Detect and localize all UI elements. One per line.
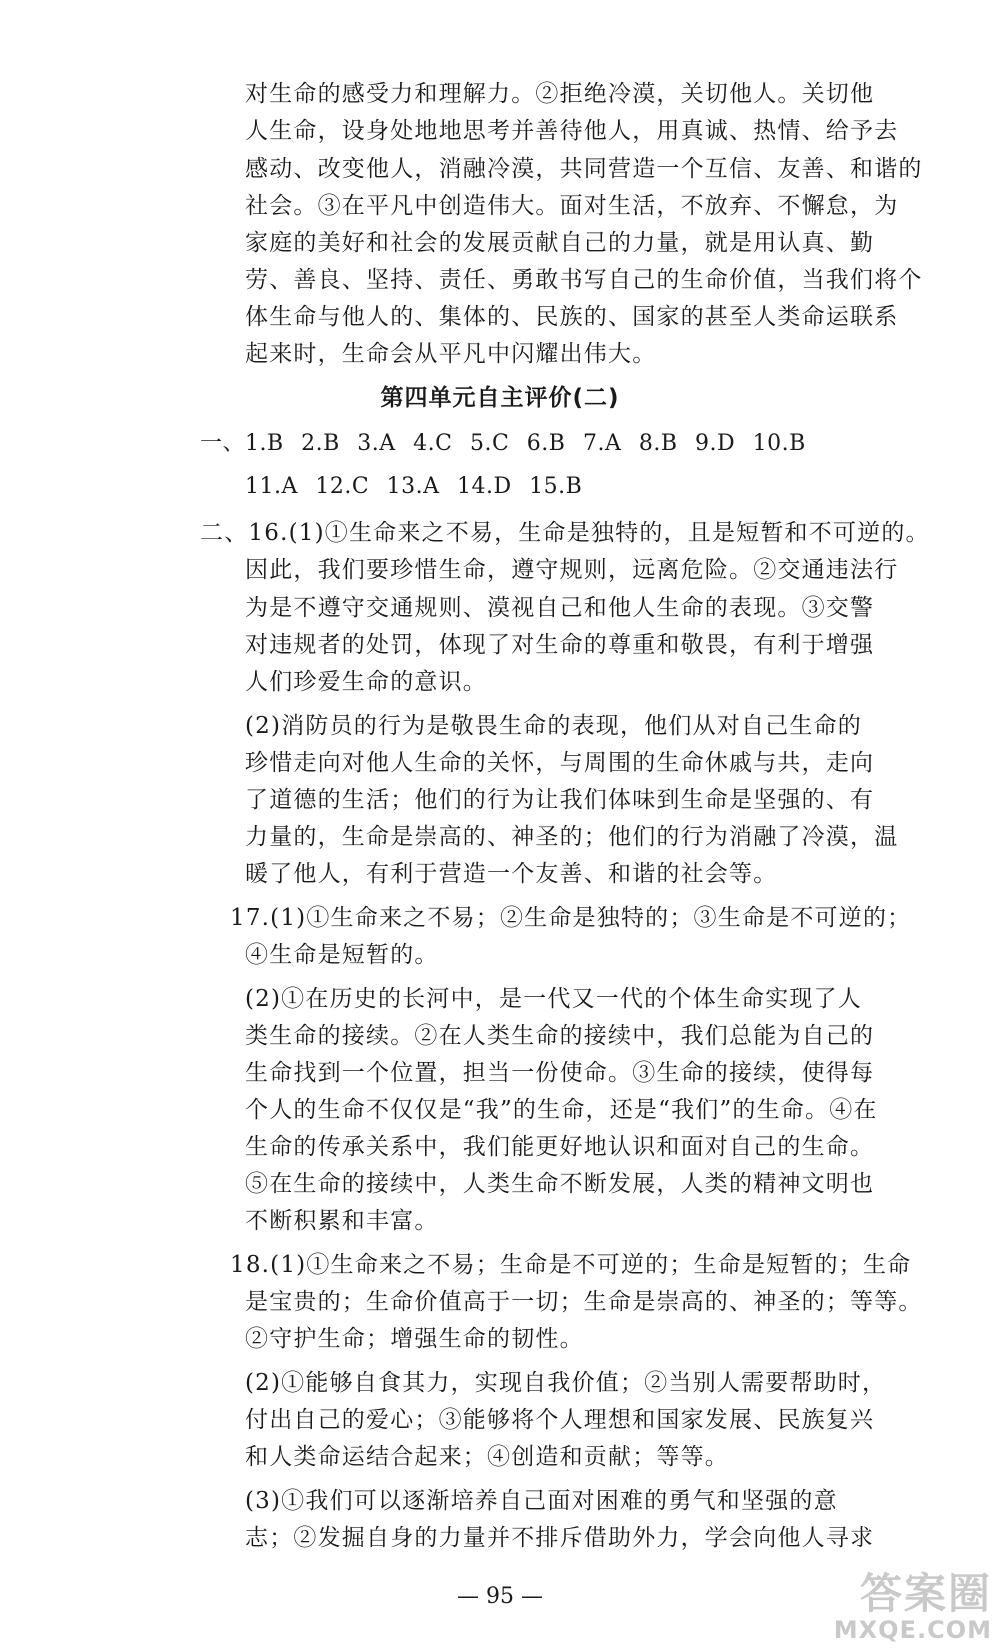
watermark-logo: 答案圈 bbox=[859, 1569, 992, 1618]
q17-line: ⑤在生命的接续中，人类生命不断发展，人类的精神文明也 bbox=[245, 1171, 875, 1197]
q16-line: 二、16.(1)①生命来之不易，生命是独特的，且是短暂和不可逆的。 bbox=[200, 520, 930, 546]
q18-line: 和人类命运结合起来；④创造和贡献；等等。 bbox=[245, 1444, 729, 1470]
page-number: — 95 — bbox=[457, 1584, 543, 1609]
paragraph-line: 体生命与他人的、集体的、民族的、国家的甚至人类命运联系 bbox=[245, 304, 899, 330]
watermark bbox=[834, 1571, 992, 1643]
q16-line: 因此，我们要珍惜生命，遵守规则，远离危险。②交通违法行 bbox=[245, 557, 899, 583]
mc-answers-line: 一、1.B 2.B 3.A 4.C 5.C 6.B 7.A 8.B 9.D 10.B bbox=[200, 431, 806, 456]
q18-line: ②守护生命；增强生命的韧性。 bbox=[245, 1326, 584, 1352]
q18-line: 是宝贵的；生命价值高于一切；生命是崇高的、神圣的；等等。 bbox=[245, 1289, 923, 1315]
paragraph-line: 家庭的美好和社会的发展贡献自己的力量，就是用认真、勤 bbox=[245, 230, 875, 256]
section-title: 第四单元自主评价(二) bbox=[380, 385, 620, 411]
q18-line: (2)①能够自食其力，实现自我价值；②当别人需要帮助时， bbox=[245, 1370, 887, 1396]
q17-line: 类生命的接续。②在人类生命的接续中，我们总能为自己的 bbox=[245, 1023, 875, 1049]
watermark-url: MXQE.COM bbox=[833, 1616, 992, 1644]
paragraph-line: 社会。③在平凡中创造伟大。面对生活，不放弃、不懈怠，为 bbox=[245, 193, 899, 219]
q18-line: 18.(1)①生命来之不易；生命是不可逆的；生命是短暂的；生命 bbox=[230, 1252, 912, 1278]
q18-line: 付出自己的爱心；③能够将个人理想和国家发展、民族复兴 bbox=[245, 1407, 875, 1433]
q16-line: 为是不遵守交通规则、漠视自己和他人生命的表现。③交警 bbox=[245, 595, 875, 621]
q18-line: 志；②发掘自身的力量并不排斥借助外力，学会向他人寻求 bbox=[245, 1525, 875, 1551]
q16-line: 力量的，生命是崇高的、神圣的；他们的行为消融了冷漠，温 bbox=[245, 824, 899, 850]
q17-line: 17.(1)①生命来之不易；②生命是独特的；③生命是不可逆的； bbox=[230, 905, 912, 931]
q16-line: 珍惜走向对他人生命的关怀，与周围的生命休戚与共，走向 bbox=[245, 750, 875, 776]
q17-line: 生命的传承关系中，我们能更好地认识和面对自己的生命。 bbox=[245, 1134, 875, 1160]
paragraph-line: 起来时，生命会从平凡中闪耀出伟大。 bbox=[245, 341, 657, 367]
q17-line: ④生命是短暂的。 bbox=[245, 942, 439, 968]
paragraph-line: 对生命的感受力和理解力。②拒绝冷漠，关切他人。关切他 bbox=[245, 81, 875, 107]
q17-line: 不断积累和丰富。 bbox=[245, 1208, 439, 1234]
q18-line: (3)①我们可以逐渐培养自己面对困难的勇气和坚强的意 bbox=[245, 1488, 838, 1514]
q16-line: 了道德的生活；他们的行为让我们体味到生命是坚强的、有 bbox=[245, 787, 875, 813]
q17-line: (2)①在历史的长河中，是一代又一代的个体生命实现了人 bbox=[245, 986, 862, 1012]
paragraph-line: 劳、善良、坚持、责任、勇敢书写自己的生命价值，当我们将个 bbox=[245, 267, 923, 293]
q16-line: 对违规者的处罚，体现了对生命的尊重和敬畏，有利于增强 bbox=[245, 632, 875, 658]
q16-line: (2)消防员的行为是敬畏生命的表现，他们从对自己生命的 bbox=[245, 713, 862, 739]
paragraph-line: 感动、改变他人，消融冷漠，共同营造一个互信、友善、和谐的 bbox=[245, 156, 923, 182]
q16-line: 人们珍爱生命的意识。 bbox=[245, 669, 487, 695]
q16-line: 暖了他人，有利于营造一个友善、和谐的社会等。 bbox=[245, 861, 778, 887]
q17-line: 个人的生命不仅仅是“我”的生命，还是“我们”的生命。④在 bbox=[245, 1097, 878, 1123]
mc-answers-line: 11.A 12.C 13.A 14.D 15.B bbox=[245, 474, 583, 499]
paragraph-line: 人生命，设身处地地思考并善待他人，用真诚、热情、给予去 bbox=[245, 118, 899, 144]
q17-line: 生命找到一个位置，担当一份使命。③生命的接续，使得每 bbox=[245, 1060, 875, 1086]
